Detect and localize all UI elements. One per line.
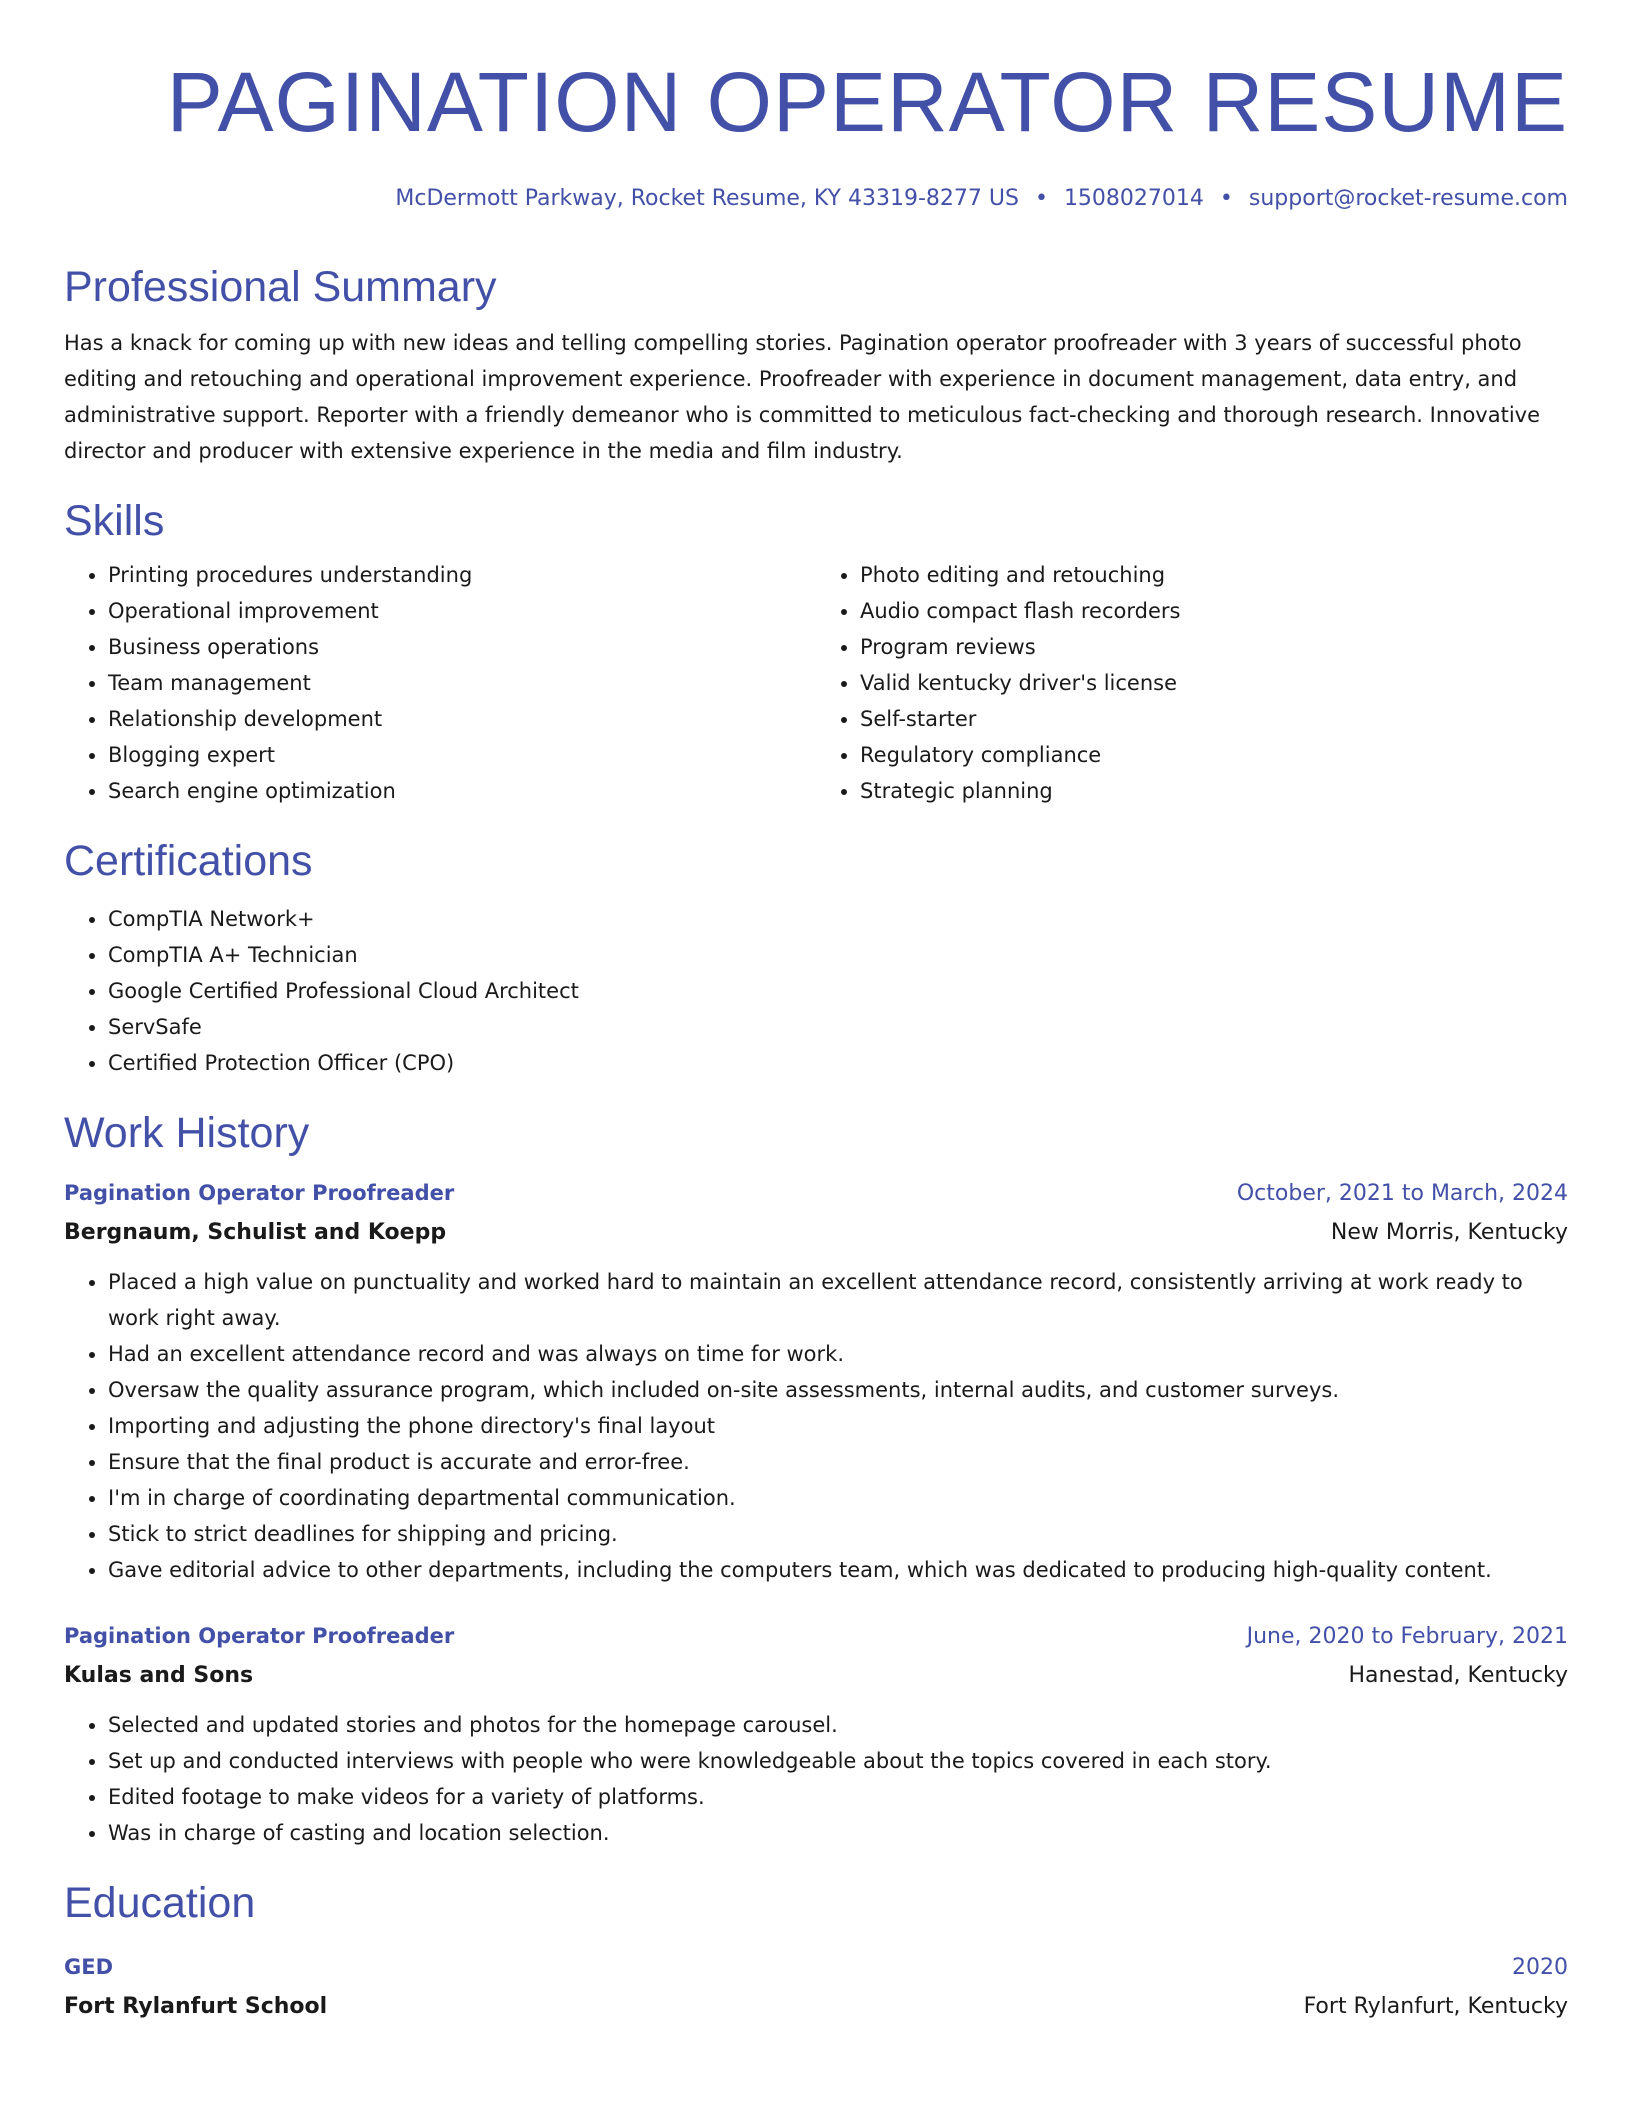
- education-year: 2020: [1512, 1955, 1568, 1980]
- job-dates: October, 2021 to March, 2024: [1236, 1181, 1568, 1206]
- job-bullet: • Gave editorial advice to other departments, including the computers team, which was dedicated to producing high-quality content.: [108, 1552, 1568, 1588]
- contact-line: [64, 186, 1568, 211]
- contact-phone: 1508027014: [1063, 186, 1204, 211]
- education-school: Fort Rylanfurt School: [64, 1994, 328, 2019]
- education-school-row: [64, 1988, 1568, 2026]
- job-entry: [64, 1173, 1568, 1588]
- certification-item: • ServSafe: [108, 1009, 1568, 1045]
- skill-item: • Team management: [108, 665, 816, 701]
- skill-item: • Printing procedures understanding: [108, 557, 816, 593]
- job-company: Bergnaum, Schulist and Koepp: [64, 1220, 447, 1245]
- job-entry: [64, 1616, 1568, 1851]
- education-degree: GED: [64, 1955, 114, 1979]
- skill-item: • Program reviews: [860, 629, 1568, 665]
- skill-item: • Audio compact flash recorders: [860, 593, 1568, 629]
- skill-item: • Business operations: [108, 629, 816, 665]
- skill-item: • Regulatory compliance: [860, 737, 1568, 773]
- job-bullet: • Edited footage to make videos for a variety of platforms.: [108, 1779, 1568, 1815]
- job-bullet: • Set up and conducted interviews with people who were knowledgeable about the topics covered in each story.: [108, 1743, 1568, 1779]
- job-title: Pagination Operator Proofreader: [64, 1181, 455, 1205]
- skill-item: • Strategic planning: [860, 773, 1568, 809]
- skills-section: [64, 495, 1568, 809]
- skill-item: • Relationship development: [108, 701, 816, 737]
- job-bullets: [64, 1264, 1568, 1588]
- job-bullet: • Stick to strict deadlines for shipping and pricing.: [108, 1516, 1568, 1552]
- skills-list-left: [64, 557, 816, 809]
- job-title: Pagination Operator Proofreader: [64, 1624, 455, 1648]
- certification-item: • CompTIA A+ Technician: [108, 937, 1568, 973]
- job-bullet: • Oversaw the quality assurance program, which included on-site assessments, internal audits, and customer surveys.: [108, 1372, 1568, 1408]
- education-location: Fort Rylanfurt, Kentucky: [1303, 1994, 1568, 2019]
- job-location: New Morris, Kentucky: [1330, 1220, 1568, 1245]
- job-bullet: • Was in charge of casting and location selection.: [108, 1815, 1568, 1851]
- certifications-section: [64, 835, 1568, 1081]
- job-bullet: • Ensure that the final product is accurate and error-free.: [108, 1444, 1568, 1480]
- job-bullet: • Selected and updated stories and photos for the homepage carousel.: [108, 1707, 1568, 1743]
- job-company: Kulas and Sons: [64, 1663, 254, 1688]
- job-title-row: [64, 1173, 1568, 1214]
- summary-heading: Professional Summary: [64, 263, 497, 311]
- certifications-heading: Certifications: [64, 837, 313, 885]
- skills-list-right: [816, 557, 1568, 809]
- contact-email[interactable]: support@rocket-resume.com: [1248, 186, 1568, 211]
- job-bullet: • I'm in charge of coordinating departmental communication.: [108, 1480, 1568, 1516]
- job-company-row: [64, 1214, 1568, 1252]
- education-entry: [64, 1947, 1568, 2026]
- summary-text: Has a knack for coming up with new ideas and telling compelling stories. Pagination operator proofreader with 3 years of successful photo editing and retouching and operational improvement experience. Proofreader with experience in document management, data entry, and administrative support. Reporter with a friendly demeanor who is committed to meticulous fact-checking and thorough research. Innovative director and producer with extensive experience in the media and film industry.: [64, 331, 1541, 463]
- work-history-heading: Work History: [64, 1109, 310, 1157]
- contact-separator: •: [1034, 186, 1048, 211]
- job-bullets: [64, 1707, 1568, 1851]
- resume-header: [64, 0, 1568, 211]
- job-location: Hanestad, Kentucky: [1348, 1663, 1568, 1688]
- skills-grid: [64, 557, 1568, 809]
- skill-item: • Photo editing and retouching: [860, 557, 1568, 593]
- certification-item: • Certified Protection Officer (CPO): [108, 1045, 1568, 1081]
- skill-item: • Search engine optimization: [108, 773, 816, 809]
- skill-item: • Blogging expert: [108, 737, 816, 773]
- education-heading: Education: [64, 1879, 256, 1927]
- skills-heading: Skills: [64, 497, 165, 545]
- certification-item: • CompTIA Network+: [108, 901, 1568, 937]
- job-company-row: [64, 1657, 1568, 1695]
- work-history-section: [64, 1107, 1568, 1851]
- job-bullet: • Had an excellent attendance record and was always on time for work.: [108, 1336, 1568, 1372]
- contact-separator: •: [1219, 186, 1233, 211]
- certifications-list: [64, 901, 1568, 1081]
- education-section: [64, 1877, 1568, 2026]
- certification-item: • Google Certified Professional Cloud Architect: [108, 973, 1568, 1009]
- job-bullet: • Placed a high value on punctuality and worked hard to maintain an excellent attendance record, consistently arriving at work ready to work right away.: [108, 1264, 1568, 1336]
- skill-item: • Operational improvement: [108, 593, 816, 629]
- job-dates: June, 2020 to February, 2021: [1246, 1624, 1568, 1649]
- job-bullet: • Importing and adjusting the phone directory's final layout: [108, 1408, 1568, 1444]
- contact-address: McDermott Parkway, Rocket Resume, KY 43319-8277 US: [395, 186, 1019, 211]
- skill-item: • Valid kentucky driver's license: [860, 665, 1568, 701]
- education-degree-row: [64, 1947, 1568, 1988]
- job-title-row: [64, 1616, 1568, 1657]
- skill-item: • Self-starter: [860, 701, 1568, 737]
- resume-title: PAGINATION OPERATOR RESUME: [166, 55, 1568, 149]
